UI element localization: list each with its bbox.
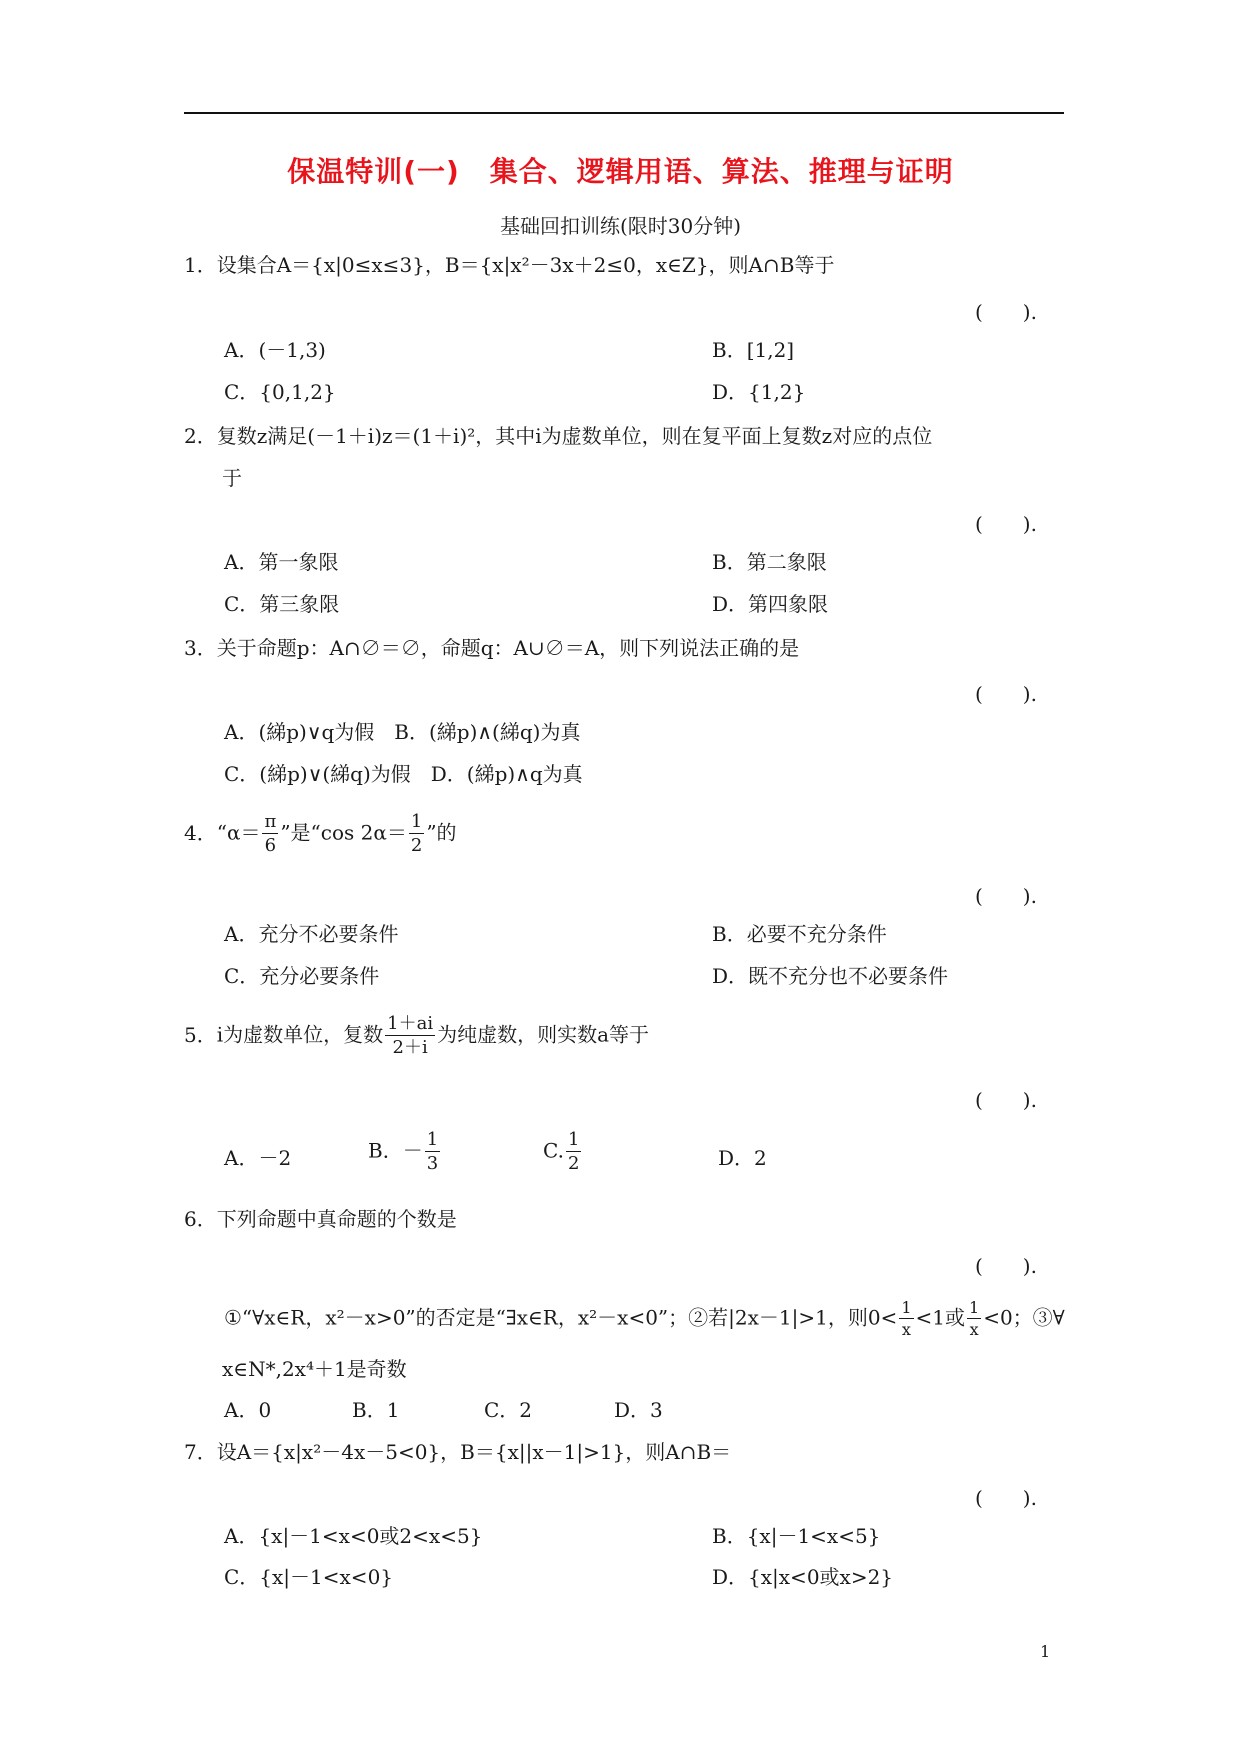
option-6b: B．1 [352,1398,400,1422]
question-text-before: i为虚数单位，复数 [216,1022,384,1047]
answer-paren-4: ( ). [975,884,1037,908]
question-text: 关于命题p：A∩∅＝∅，命题q：A∪∅＝A，则下列说法正确的是 [216,636,800,660]
title-part-2: 集合、逻辑用语、算法、推理与证明 [489,155,954,188]
answer-paren-5: ( ). [975,1088,1037,1112]
option-1c: C．{0,1,2} [224,380,336,404]
option-5d: D．2 [718,1146,767,1170]
page-subtitle: 基础回扣训练(限时30分钟) [499,214,742,238]
page-number: 1 [1040,1642,1051,1661]
header-rule [184,112,1064,114]
answer-paren-2: ( ). [975,512,1037,536]
question-2-continued: 于 [222,466,242,490]
question-text: 复数z满足(－1＋i)z＝(1＋i)²，其中i为虚数单位，则在复平面上复数z对应的点位 [216,424,933,448]
fraction-complex: $\frac{1+ai}{2+i}$ [387,1013,434,1058]
option-2d: D．第四象限 [712,592,829,616]
answer-paren-3: ( ). [975,682,1037,706]
question-number: 5． [184,1022,217,1047]
option-7b: B．{x|－1<x<5} [712,1524,881,1548]
question-text-after: ”的 [426,820,457,845]
fraction-one-half: $\frac{1}{2}$ [567,1129,580,1174]
question-text-mid: ”是“cos 2α＝ [280,820,407,845]
option-1d: D．{1,2} [712,380,806,404]
option-3ab: A．(綈p)∨q为假 B．(綈p)∧(綈q)为真 [224,720,581,744]
option-1a: A．(－1,3) [224,338,326,362]
option-2b: B．第二象限 [712,550,827,574]
option-5a: A．－2 [224,1146,292,1170]
question-5 [184,1015,649,1057]
option-7c: C．{x|－1<x<0} [224,1565,394,1589]
question-number: 3． [184,636,217,660]
option-4b: B．必要不充分条件 [712,922,887,946]
answer-paren-1: ( ). [975,300,1037,324]
question-text-before: “α＝ [216,820,261,845]
question-6-statements: ①“∀x∈R，x²－x>0”的否定是“∃x∈R，x²－x<0”；②若|2x－1|>1，则0< $\frac{1}{x}$ <1或 $\frac{1}{x}$ <0；③∀ [224,1298,1065,1339]
option-6d: D．3 [614,1398,663,1422]
question-6-statements-cont: x∈N*,2x⁴＋1是奇数 [222,1357,407,1381]
option-1b: B．[1,2] [712,338,795,362]
question-2 [184,422,932,450]
question-number: 7． [184,1440,217,1464]
option-2a: A．第一象限 [224,550,339,574]
option-6a: A．0 [224,1398,272,1422]
question-number: 4． [184,820,217,845]
page-title [0,150,1241,190]
option-5b: B．－ $\frac{1}{3}$ [368,1129,439,1174]
option-2c: C．第三象限 [224,592,340,616]
question-number: 1． [184,253,217,277]
question-6 [184,1205,457,1233]
question-1 [184,251,834,279]
answer-paren-7: ( ). [975,1486,1037,1510]
question-text-after: 为纯虚数，则实数a等于 [437,1022,650,1047]
fraction-one-third: $\frac{1}{3}$ [426,1129,439,1174]
fraction-one-over-x: $\frac{1}{x}$ [901,1298,912,1339]
option-7a: A．{x|－1<x<0或2<x<5} [224,1524,483,1548]
question-text: 下列命题中真命题的个数是 [216,1207,457,1231]
fraction-one-over-x: $\frac{1}{x}$ [969,1298,980,1339]
option-4d: D．既不充分也不必要条件 [712,964,949,988]
question-number: 2． [184,424,217,448]
title-part-1: 保温特训(一) [287,155,460,188]
question-number: 6． [184,1207,217,1231]
option-7d: D．{x|x<0或x>2} [712,1565,894,1589]
question-3 [184,634,799,662]
question-4 [184,813,457,855]
option-3cd: C．(綈p)∨(綈q)为假 D．(綈p)∧q为真 [224,762,583,786]
option-4a: A．充分不必要条件 [224,922,399,946]
option-6c: C．2 [484,1398,533,1422]
fraction-pi-over-6: $\frac{\pi}{6}$ [264,811,277,856]
answer-paren-6: ( ). [975,1254,1037,1278]
fraction-one-half: $\frac{1}{2}$ [410,811,423,856]
question-7 [184,1438,731,1466]
option-4c: C．充分必要条件 [224,964,380,988]
question-text: 设A＝{x|x²－4x－5<0}，B＝{x||x－1|>1}，则A∩B＝ [216,1440,732,1464]
option-5c: C. $\frac{1}{2}$ [543,1129,580,1174]
question-text: 设集合A＝{x|0≤x≤3}，B＝{x|x²－3x＋2≤0，x∈Z}，则A∩B等于 [216,253,835,277]
